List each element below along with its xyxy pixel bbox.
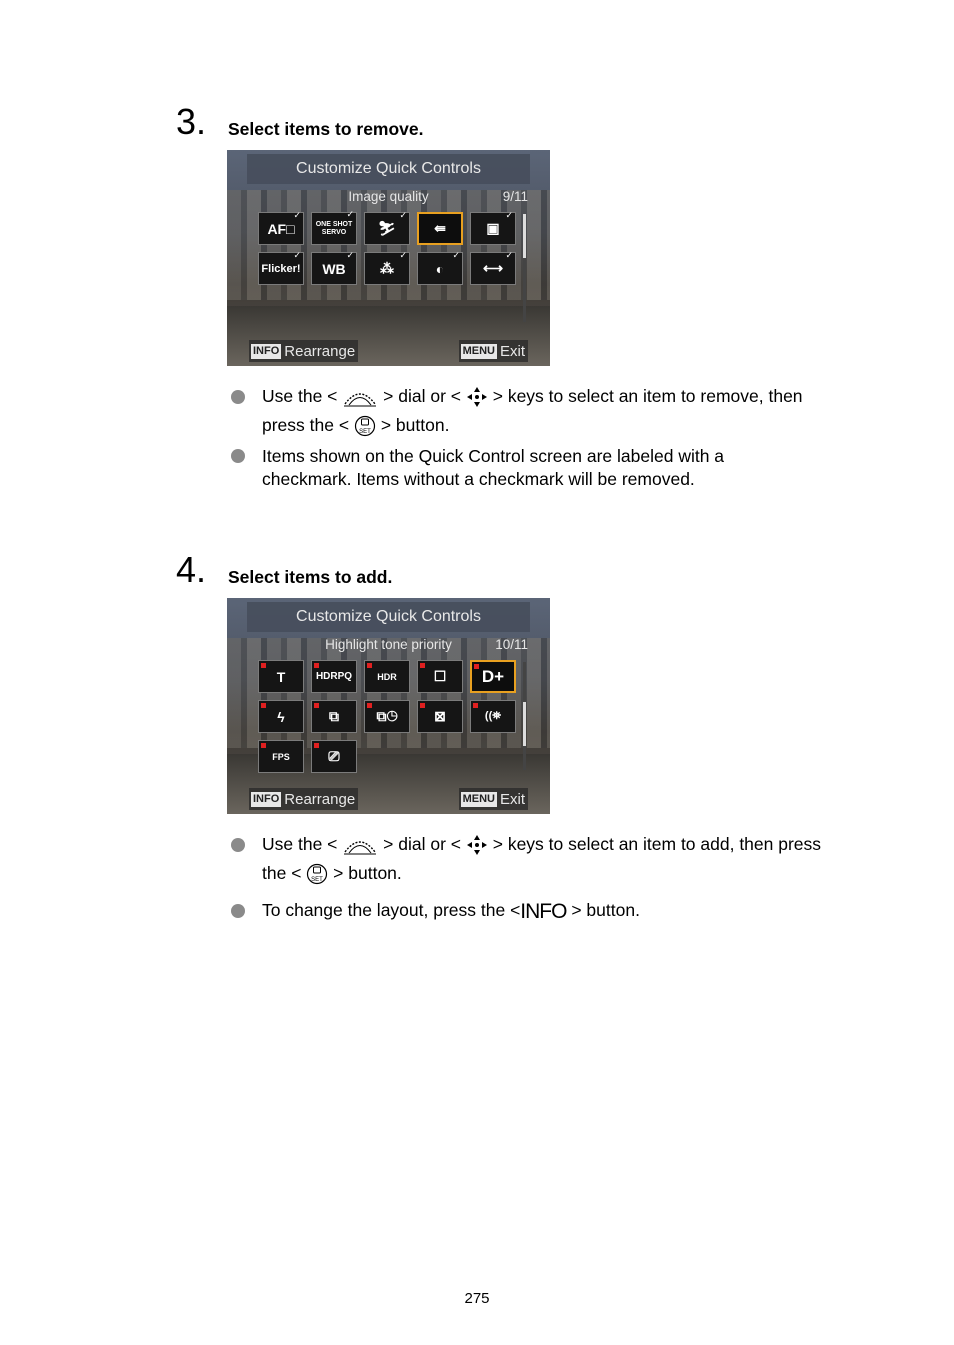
step-title: Select items to remove. — [228, 119, 424, 139]
screen-subtitle — [247, 634, 530, 656]
tile-highlight-tone-priority-icon[interactable]: D+ — [470, 660, 516, 693]
tile-movie-icon[interactable]: ⎚ — [311, 740, 357, 773]
step-number: 3. — [176, 101, 207, 142]
camera-screen-add — [227, 598, 550, 814]
exit-button[interactable]: MENU Exit — [459, 788, 528, 810]
tile-aspect-icon[interactable]: ⟷ ✓ — [470, 252, 516, 285]
tile-alo-icon[interactable]: ◐ ✓ — [417, 252, 463, 285]
tile-af-operation-icon[interactable]: ONE SHOT SERVO ✓ — [311, 212, 357, 245]
tile-hdr-mode-icon[interactable]: HDR — [364, 660, 410, 693]
multi-controller-icon — [466, 834, 488, 856]
tile-wireless-icon[interactable]: ((⛯ — [470, 700, 516, 733]
scrollbar — [523, 214, 526, 322]
bullet-dot — [231, 838, 245, 852]
main-dial-icon — [342, 834, 378, 856]
screen-header: Customize Quick Controls — [247, 602, 530, 632]
set-button-icon — [354, 415, 376, 437]
tile-touch-shutter-icon[interactable]: ⊠ — [417, 700, 463, 733]
tile-drive-self-timer-icon[interactable]: ⧉◷ — [364, 700, 410, 733]
tile-portrait-icon[interactable]: ☐ — [417, 660, 463, 693]
step-number: 4. — [176, 549, 207, 590]
selected-item-label: Highlight tone priority — [325, 637, 452, 652]
svg-text:SET: SET — [311, 877, 324, 884]
item-count: 10/11 — [495, 637, 528, 652]
tile-fps-icon[interactable]: FPS — [258, 740, 304, 773]
tile-image-quality-icon[interactable]: ⇚ — [417, 212, 463, 245]
rearrange-button[interactable]: INFO Rearrange — [249, 340, 358, 362]
tile-t-icon[interactable]: T — [258, 660, 304, 693]
tile-flash-icon[interactable]: ϟ — [258, 700, 304, 733]
bullet-dot — [231, 904, 245, 918]
page-number: 275 — [464, 1290, 490, 1307]
tile-af-icon[interactable]: AF□ ✓ — [258, 212, 304, 245]
screen-footer — [247, 788, 530, 810]
tile-metering-icon[interactable]: ▣ ✓ — [470, 212, 516, 245]
exit-button[interactable]: MENU Exit — [459, 340, 528, 362]
item-count: 9/11 — [502, 189, 528, 204]
screen-header: Customize Quick Controls — [247, 154, 530, 184]
screen-subtitle — [247, 186, 530, 208]
selected-item-label: Image quality — [348, 189, 429, 204]
rearrange-button[interactable]: INFO Rearrange — [249, 788, 358, 810]
tile-drive-icon[interactable]: ⛷ ✓ — [364, 212, 410, 245]
tile-multiple-exposure-icon[interactable]: ⧉ — [311, 700, 357, 733]
multi-controller-icon — [466, 386, 488, 408]
info-button-icon: INFO — [520, 900, 567, 923]
scrollbar — [523, 662, 526, 770]
camera-screen-remove — [227, 150, 550, 366]
svg-text:SET: SET — [359, 429, 371, 436]
screen-footer — [247, 340, 530, 362]
tile-wb-icon[interactable]: WB ✓ — [311, 252, 357, 285]
bullet-dot — [231, 449, 245, 463]
tile-picture-style-icon[interactable]: ⁂ ✓ — [364, 252, 410, 285]
bullet-dot — [231, 390, 245, 404]
tile-hdr-pq-icon[interactable]: HDRPQ — [311, 660, 357, 693]
step-title: Select items to add. — [228, 567, 393, 587]
set-button-icon — [306, 863, 328, 885]
main-dial-icon — [342, 386, 378, 408]
tile-flicker-icon[interactable]: Flicker! ✓ — [258, 252, 304, 285]
